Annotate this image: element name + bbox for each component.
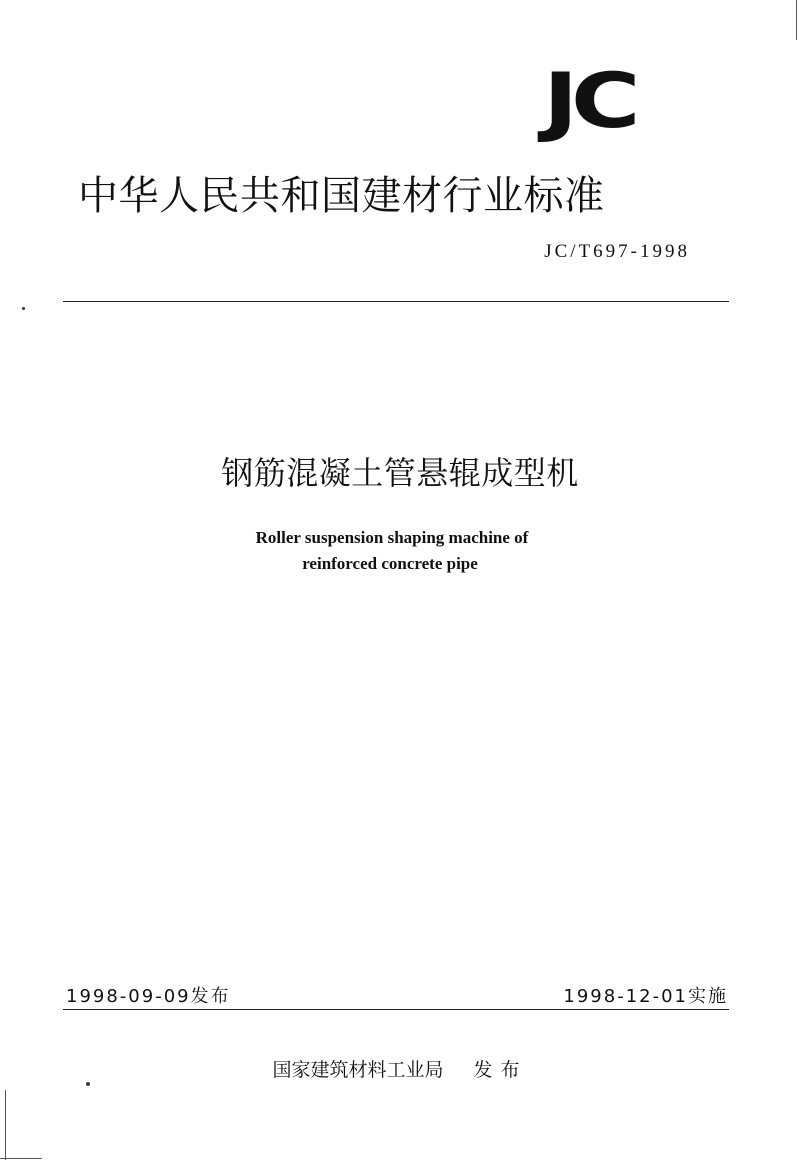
document-title-chinese: 钢筋混凝土管悬辊成型机 — [221, 454, 579, 492]
scan-speck — [86, 1082, 90, 1086]
issuer-line — [0, 1057, 800, 1083]
issue-date: 1998-09-09发布 — [66, 986, 231, 1007]
top-divider — [63, 301, 729, 302]
scan-edge-mark — [796, 0, 797, 40]
effective-date: 1998-12-01实施 — [563, 986, 728, 1007]
scan-speck — [22, 307, 25, 310]
bottom-divider — [63, 1009, 729, 1010]
jc-logo: JC — [543, 56, 634, 145]
document-title-english-line2: reinforced concrete pipe — [302, 554, 478, 573]
issuing-organization: 国家建筑材料工业局 — [272, 1059, 444, 1081]
scan-edge-mark — [5, 1090, 6, 1160]
scan-edge-mark — [0, 1158, 42, 1159]
document-title-english-line1: Roller suspension shaping machine of — [255, 528, 529, 547]
standard-code: JC/T697-1998 — [544, 241, 690, 262]
publish-label: 发布 — [473, 1059, 528, 1081]
standard-category-title: 中华人民共和国建材行业标准 — [78, 173, 605, 219]
